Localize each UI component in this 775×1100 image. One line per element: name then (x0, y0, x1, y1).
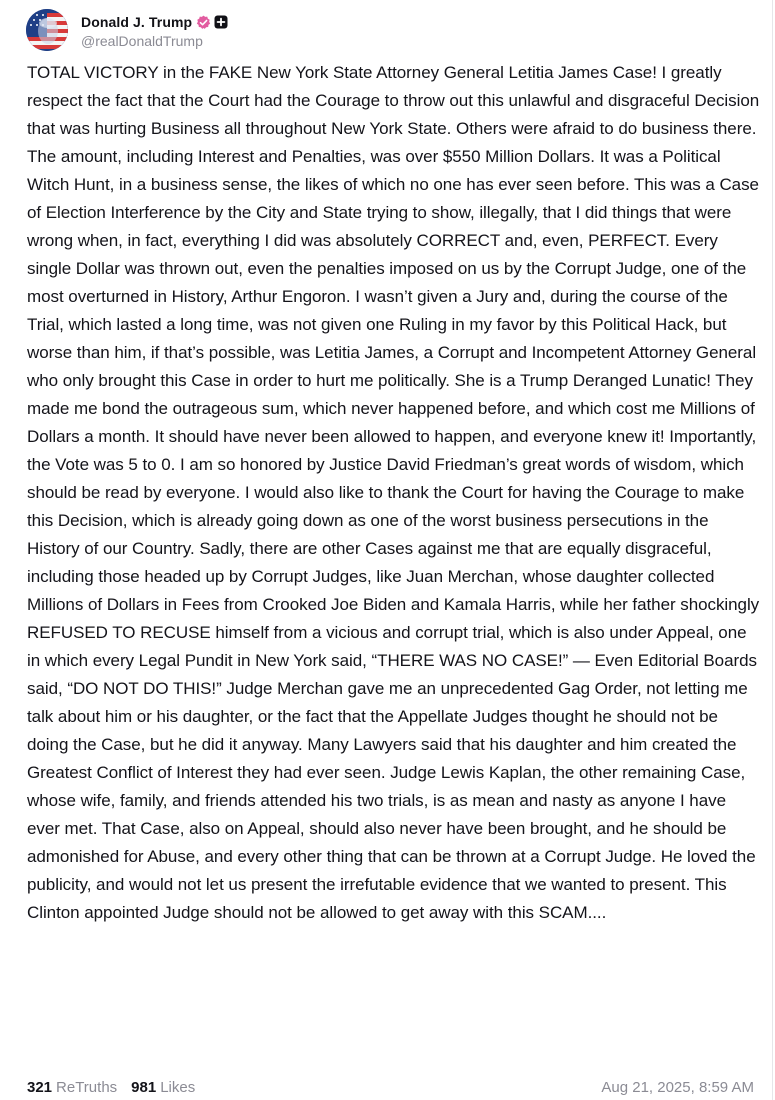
plus-square-icon[interactable] (214, 15, 228, 29)
post-header (26, 8, 228, 52)
retruths-stat[interactable] (27, 1079, 117, 1096)
retruths-label: ReTruths (56, 1078, 118, 1096)
author-display-name[interactable]: Donald J. Trump (81, 14, 193, 30)
avatar-flag-portrait-icon (26, 9, 68, 51)
likes-stat[interactable] (131, 1079, 195, 1096)
post-text: TOTAL VICTORY in the FAKE New York State Attorney General Letitia James Case! I greatly respect the fact that the Court had the Courage to throw out this unlawful and disgraceful Decision that was hurting Business all throughout New York State. Others were afraid to do business there. The amount, including Interest and Penalties, was over $550 Million Dollars. It was a Political Witch Hunt, in a business sense, the likes of which no one has ever seen before. This was a Case of Election Interference by the City and State trying to show, illegally, that I did things that were wrong when, in fact, everything I did was absolutely CORRECT and, even, PERFECT. Every single Dollar was thrown out, even the penalties imposed on us by the Corrupt Judge, one of the most overturned in History, Arthur Engoron. I wasn’t given a Jury and, during the course of the Trial, which lasted a long time, was not given one Ruling in my favor by this Political Hack, but worse than him, if that’s possible, was Letitia James, a Corrupt and Incompetent Attorney General who only brought this Case in order to hurt me politically. She is a Trump Deranged Lunatic! They made me bond the outrageous sum, which never happened before, and which cost me Millions of Dollars a month. It should have never been allowed to happen, and everyone knew it! Importantly, the Vote was 5 to 0. I am so honored by Justice David Friedman’s great words of wisdom, which should be read by everyone. I would also like to thank the Court for having the Courage to make this Decision, which is already going down as one of the worst business persecutions in the History of our Country. Sadly, there are other Cases against me that are equally disgraceful, including those headed up by Corrupt Judges, like Juan Merchan, whose daughter collected Millions of Dollars in Fees from Crooked Joe Biden and Kamala Harris, while her father shockingly REFUSED TO RECUSE himself from a vicious and corrupt trial, which is also under Appeal, one in which every Legal Pundit in New York said, “THERE WAS NO CASE!” — Even Editorial Boards said, “DO NOT DO THIS!” Judge Merchan gave me an unprecedented Gag Order, not letting me talk about him or his daughter, or the fact that the Appellate Judges thought he should not be doing the Case, but he did it anyway. Many Lawyers said that his daughter and him created the Greatest Conflict of Interest they had ever seen. Judge Lewis Kaplan, the other remaining Case, whose wife, family, and friends attended his two trials, is as mean and nasty as anyone I have ever met. That Case, also on Appeal, should also never have been brought, and he should be admonished for Abuse, and every other thing that can be thrown at a Corrupt Judge. He loved the publicity, and would not let us present the irrefutable evidence that we wanted to present. This Clinton appointed Judge should not be allowed to get away with this SCAM.... (27, 63, 760, 922)
post-stats (27, 1079, 209, 1096)
post-footer (27, 1076, 754, 1098)
verified-badge-icon (196, 15, 211, 30)
avatar[interactable] (26, 9, 68, 51)
likes-count: 981 (131, 1078, 157, 1096)
author-block (81, 11, 228, 49)
likes-label: Likes (160, 1078, 196, 1096)
author-name-row (81, 11, 228, 33)
retruths-count: 321 (27, 1078, 53, 1096)
post-timestamp[interactable]: Aug 21, 2025, 8:59 AM (601, 1078, 754, 1096)
author-handle[interactable]: @realDonaldTrump (81, 33, 203, 49)
